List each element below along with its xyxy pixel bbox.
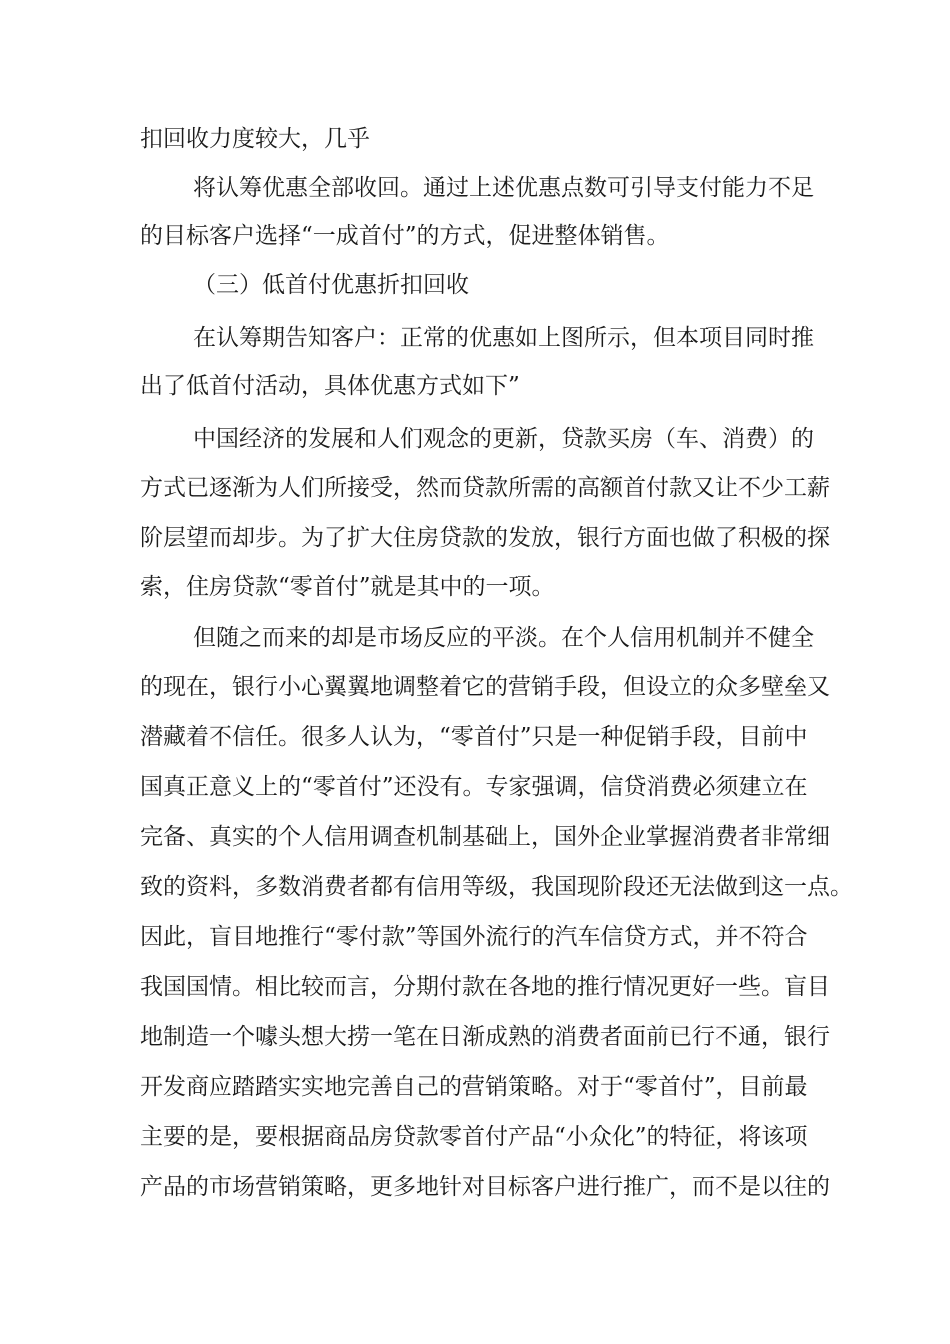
paragraph-line-18: 开发商应踏踏实实地完善自己的营销策略。对于“零首付”，目前最	[140, 1074, 808, 1100]
paragraph-line-5: 中国经济的发展和人们观念的更新，贷款买房（车、消费）的	[193, 426, 814, 452]
paragraph-line-4: 出了低首付活动，具体优惠方式如下”	[140, 373, 520, 399]
paragraph-line-17: 地制造一个噱头想大捞一笔在日渐成熟的消费者面前已行不通，银行	[140, 1024, 830, 1050]
paragraph-line-20: 产品的市场营销策略，更多地针对目标客户进行推广，而不是以往的	[140, 1174, 830, 1200]
section-heading: （三）低首付优惠折扣回收	[193, 272, 469, 298]
paragraph-line-2: 的目标客户选择“一成首付”的方式，促进整体销售。	[140, 223, 670, 249]
paragraph-line-19: 主要的是，要根据商品房贷款零首付产品“小众化”的特征，将该项	[140, 1124, 808, 1150]
paragraph-line-11: 潜藏着不信任。很多人认为，“零首付”只是一种促销手段，目前中	[140, 724, 808, 750]
paragraph-line-16: 我国国情。相比较而言，分期付款在各地的推行情况更好一些。盲目	[140, 974, 830, 1000]
paragraph-line-7: 阶层望而却步。为了扩大住房贷款的发放，银行方面也做了积极的探	[140, 525, 830, 551]
paragraph-line-12: 国真正意义上的“零首付”还没有。专家强调，信贷消费必须建立在	[140, 774, 808, 800]
paragraph-line-8: 索，住房贷款“零首付”就是其中的一项。	[140, 574, 555, 600]
paragraph-line-14: 致的资料，多数消费者都有信用等级，我国现阶段还无法做到这一点。	[140, 874, 853, 900]
paragraph-line-6: 方式已逐渐为人们所接受，然而贷款所需的高额首付款又让不少工薪	[140, 475, 830, 501]
text-line-1: 扣回收力度较大，几乎	[140, 126, 370, 152]
paragraph-line-3: 在认筹期告知客户：正常的优惠如上图所示，但本项目同时推	[193, 325, 814, 351]
paragraph-line-13: 完备、真实的个人信用调查机制基础上，国外企业掌握消费者非常细	[140, 824, 830, 850]
paragraph-line-15: 因此，盲目地推行“零付款”等国外流行的汽车信贷方式，并不符合	[140, 924, 808, 950]
paragraph-line-10: 的现在，银行小心翼翼地调整着它的营销手段，但设立的众多壁垒又	[140, 674, 830, 700]
paragraph-line-1: 将认筹优惠全部收回。通过上述优惠点数可引导支付能力不足	[193, 175, 814, 201]
paragraph-line-9: 但随之而来的却是市场反应的平淡。在个人信用机制并不健全	[193, 625, 814, 651]
